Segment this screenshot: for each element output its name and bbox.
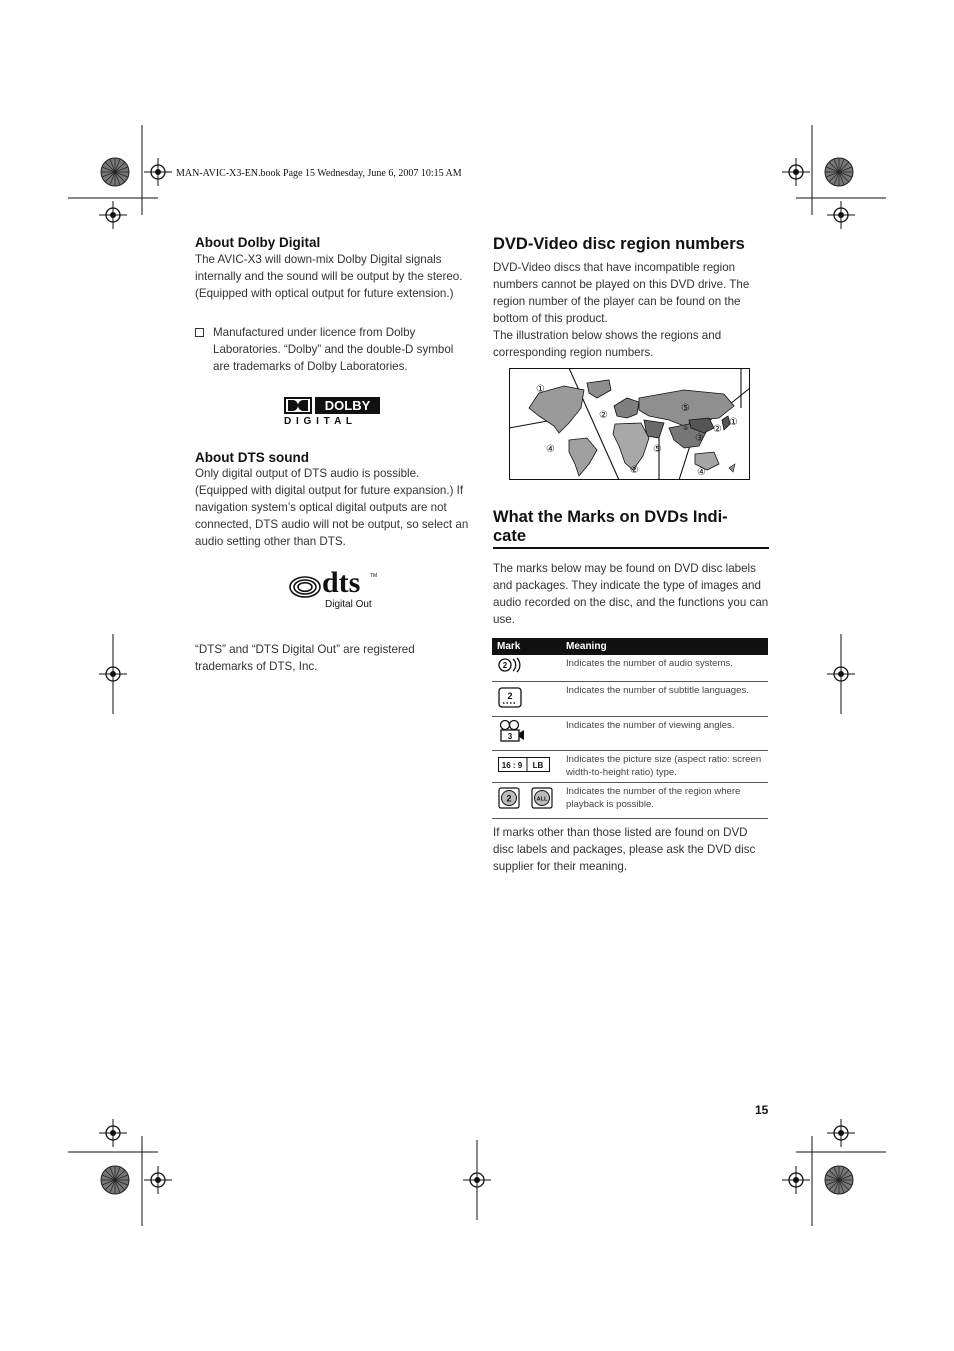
- region-label-4-australia: ④: [697, 467, 706, 478]
- dts-logo-sub: Digital Out: [325, 599, 372, 610]
- region-body-1: DVD-Video discs that have incompatible region numbers cannot be played on this DVD drive. The region number of the player can be found on the bottom of this product.: [493, 261, 750, 325]
- dolby-body: The AVIC-X3 will down-mix Dolby Digital signals internally and the sound will be output by the stereo. (Equipped with optical output for future extension.): [195, 253, 463, 300]
- dts-body: Only digital output of DTS audio is possible. (Equipped with digital output for future expansion.) If navigation system’s optical digital outputs are not connected, DTS audio will not be output, so select an audio setting other than DTS.: [195, 467, 469, 548]
- region-label-2-japan: ②: [713, 424, 722, 435]
- dolby-bullet: [195, 324, 470, 375]
- marks-table-header-row: [492, 638, 768, 655]
- meaning-cell: Indicates the picture size (aspect ratio: screen width-to-height ratio) type.: [561, 750, 768, 782]
- subtitle-mark: [492, 681, 561, 716]
- region-label-2-europe: ②: [599, 410, 608, 421]
- marks-intro: The marks below may be found on DVD disc labels and packages. They indicate the type of images and audio recorded on the disc, and the functions you can use.: [493, 562, 769, 626]
- camera-angle-icon: [498, 719, 526, 743]
- checkbox-bullet-icon: [195, 328, 204, 337]
- region-label-2-south-africa: ②: [630, 465, 639, 476]
- region-heading: DVD-Video disc region numbers: [493, 235, 745, 253]
- angle-mark: [492, 716, 561, 750]
- dts-trademark: “DTS” and “DTS Digital Out” are registered trademarks of DTS, Inc.: [195, 643, 415, 673]
- dolby-logo-word: DOLBY: [315, 397, 380, 414]
- column-header-meaning: Meaning: [561, 638, 768, 655]
- table-row: [492, 716, 768, 750]
- region-label-5-russia: ⑤: [681, 403, 690, 414]
- book-header-line: MAN-AVIC-X3-EN.book Page 15 Wednesday, June 6, 2007 10:15 AM: [176, 168, 462, 179]
- dts-disc-rings-icon: [288, 575, 322, 599]
- region-globe-icons: [498, 785, 554, 811]
- meaning-cell: Indicates the number of viewing angles.: [561, 716, 768, 750]
- dolby-logo-sub: D I G I T A L: [284, 416, 353, 427]
- region-mark: [492, 782, 561, 818]
- region-label-4-south-america: ④: [546, 444, 555, 455]
- svg-text:LB: LB: [532, 760, 544, 770]
- meaning-cell: Indicates the number of subtitle languages.: [561, 681, 768, 716]
- region-label-1-east: ①: [729, 417, 738, 428]
- audio-systems-mark: [492, 655, 561, 681]
- dolby-bullet-text: Manufactured under licence from Dolby Laboratories. “Dolby” and the double-D symbol are trademarks of Dolby Laboratories.: [213, 326, 454, 373]
- dts-heading: About DTS sound: [195, 450, 309, 465]
- audio-systems-icon: [498, 657, 524, 673]
- marks-heading-rule: [493, 547, 769, 549]
- table-row: [492, 681, 768, 716]
- page-number: 15: [755, 1103, 769, 1117]
- svg-text:2: 2: [506, 793, 512, 803]
- svg-text:ALL: ALL: [536, 796, 548, 802]
- table-row: [492, 782, 768, 818]
- region-label-3-asia: ③: [695, 433, 704, 444]
- dts-tm: TM: [370, 573, 378, 579]
- svg-text:2: 2: [502, 661, 508, 670]
- region-label-5-africa: ⑤: [653, 444, 662, 455]
- dts-logo-word: dts: [322, 566, 361, 599]
- aspect-ratio-icon: [498, 757, 550, 773]
- marks-footer: If marks other than those listed are found on DVD disc labels and packages, please ask the DVD disc supplier for their meaning.: [493, 826, 756, 873]
- marks-table: [492, 638, 768, 819]
- aspect-ratio-mark: [492, 750, 561, 782]
- dvd-region-map: [509, 368, 751, 481]
- marks-heading: [493, 508, 769, 546]
- subtitle-icon: [498, 687, 522, 709]
- dolby-heading: About Dolby Digital: [195, 235, 321, 250]
- marks-heading-line1: What the Marks on DVDs Indi-: [493, 508, 728, 526]
- meaning-cell: Indicates the number of the region where playback is possible.: [561, 782, 768, 818]
- table-row: [492, 655, 768, 681]
- dolby-digital-logo: [284, 397, 384, 431]
- table-row: [492, 750, 768, 782]
- region-body-2: The illustration below shows the regions and corresponding region numbers.: [493, 329, 722, 359]
- svg-text:16 : 9: 16 : 9: [501, 760, 523, 770]
- svg-text:3: 3: [507, 731, 513, 741]
- double-d-icon: [284, 397, 312, 414]
- dts-digital-out-logo: [288, 566, 380, 615]
- meaning-cell: Indicates the number of audio systems.: [561, 655, 768, 681]
- svg-text:2: 2: [507, 690, 513, 701]
- column-header-mark: Mark: [492, 638, 561, 655]
- region-label-6-china: ⑥: [683, 425, 689, 432]
- region-label-1-americas: ①: [536, 384, 545, 395]
- marks-heading-line2: cate: [493, 527, 527, 545]
